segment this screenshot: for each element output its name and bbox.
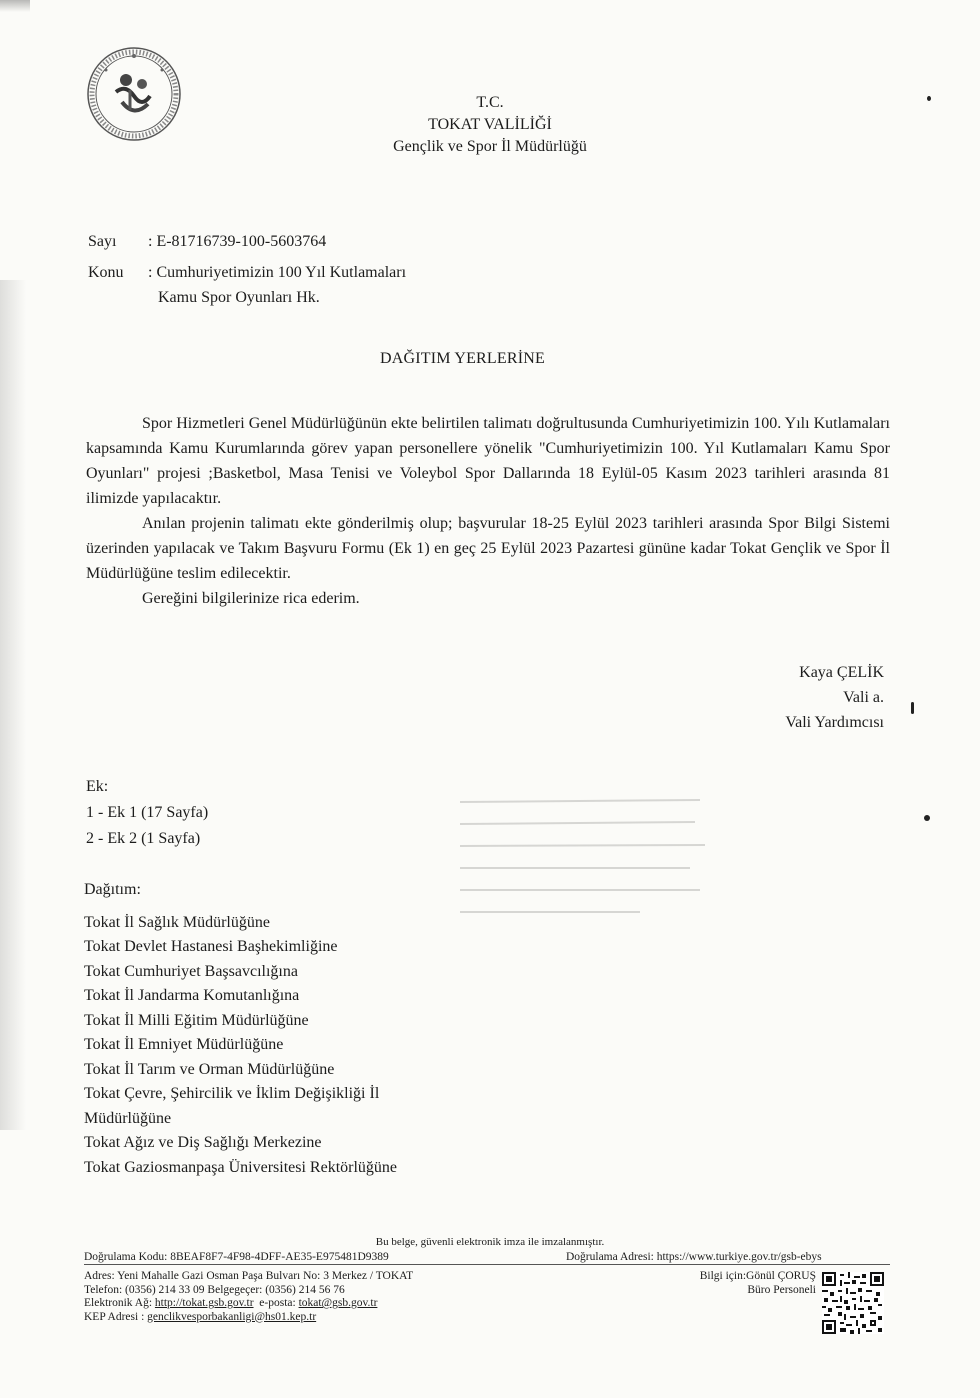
konu-value-line1: : Cumhuriyetimizin 100 Yıl Kutlamaları — [148, 264, 407, 281]
header-tc: T.C. — [476, 94, 504, 111]
info-role: Büro Personeli — [747, 1283, 816, 1296]
distribution-item: Tokat İl Tarım ve Orman Müdürlüğüne — [84, 1060, 335, 1078]
konu-value-line2: Kamu Spor Oyunları Hk. — [158, 289, 320, 306]
contact-person — [660, 1270, 816, 1297]
scan-speck — [927, 96, 931, 101]
distribution-item: Tokat Ağız ve Diş Sağlığı Merkezine — [84, 1134, 322, 1151]
attachment-item: 1 - Ek 1 (17 Sayfa) — [86, 804, 209, 821]
footer-divider — [84, 1264, 890, 1265]
body-paragraph-3: Gereğini bilgilerinize rica ederim. — [142, 590, 360, 607]
qr-code-icon[interactable] — [822, 1272, 884, 1334]
signatory-title: Vali Yardımcısı — [785, 714, 884, 731]
sayi-value: : E-81716739-100-5603764 — [148, 233, 327, 250]
scan-speck — [911, 702, 914, 714]
distribution-item: Tokat Çevre, Şehircilik ve İklim Değişikliği İl Müdürlüğüne — [84, 1085, 380, 1127]
verification-address[interactable]: Doğrulama Adresi: https://www.turkiye.gov.tr/gsb-ebys — [566, 1251, 822, 1263]
attachments-label: Ek: — [86, 778, 109, 795]
email-link[interactable]: tokat@gsb.gov.tr — [298, 1297, 378, 1309]
scan-shadow-top — [0, 0, 30, 12]
body-paragraph-2: Anılan projenin talimatı ekte gönderilmiş olup; başvurular 18-25 Eylül 2023 tarihleri arasında Spor Bilgi Sistemi üzerinden yapılacak ve Takım Başvuru Formu (Ek 1) en geç 25 Eylül 2023 Pazartesi gününe kadar Tokat Gençlik ve Spor İl Müdürlüğüne teslim edilecektir. — [86, 515, 890, 582]
phone-text: Telefon: (0356) 214 33 09 Belgegeçer: (0356) 214 56 76 — [84, 1283, 345, 1296]
contact-block — [84, 1270, 413, 1324]
letter-body — [86, 411, 890, 611]
konu-label: Konu — [88, 264, 124, 281]
distribution-item: Tokat İl Milli Eğitim Müdürlüğüne — [84, 1011, 309, 1029]
distribution-item: Tokat İl Emniyet Müdürlüğüne — [84, 1036, 284, 1053]
body-paragraph-1: Spor Hizmetleri Genel Müdürlüğünün ekte belirtilen talimatı doğrultusunda Cumhuriyetimizin 100. Yılı Kutlamaları kapsamında Kamu Kurumlarında görev yapan personellere yönelik "Cumhuriyetimizin 100. Yıl Kutlamaları Kamu Spor Oyunları" projesi ;Basketbol, Masa Tenisi ve Voleybol Spor Dallarında 18 Eylül-05 Kasım 2023 tarihleri arasında 81 ilimizde yapılacaktır. — [86, 415, 890, 507]
distribution-item: Tokat İl Sağlık Müdürlüğüne — [84, 913, 270, 931]
scan-shadow-left — [0, 280, 26, 1130]
ministry-seal-logo-icon — [86, 46, 182, 142]
attachments-section — [86, 774, 208, 852]
distribution-section — [84, 878, 454, 1180]
kep-label: KEP Adresi : — [84, 1310, 148, 1323]
info-contact: Bilgi için:Gönül ÇORUŞ — [699, 1270, 816, 1282]
distribution-item: Tokat Gaziosmanpaşa Üniversitesi Rektörlüğüne — [84, 1158, 398, 1176]
distribution-item: Tokat Devlet Hastanesi Başhekimliğine — [84, 938, 338, 955]
web-email-row — [84, 1297, 413, 1311]
address-text: Adres: Yeni Mahalle Gazi Osman Paşa Bulvarı No: 3 Merkez / TOKAT — [84, 1270, 414, 1282]
signature-block — [785, 660, 884, 735]
signatory-authority: Vali a. — [843, 689, 884, 706]
header-governorship: TOKAT VALİLİĞİ — [428, 116, 552, 133]
bleed-through-shadow — [460, 790, 710, 935]
recipient-title: DAĞITIM YERLERİNE — [380, 350, 546, 367]
header-directorate: Gençlik ve Spor İl Müdürlüğü — [393, 138, 587, 155]
scan-speck — [924, 815, 930, 821]
email-label: e-posta: — [253, 1297, 299, 1309]
distribution-item: Tokat Cumhuriyet Başsavcılığına — [84, 962, 298, 980]
distribution-list — [84, 911, 454, 1181]
verification-code: Doğrulama Kodu: 8BEAF8F7-4F98-4DFF-AE35-E975481D9389 — [84, 1251, 389, 1263]
web-label: Elektronik Ağ: — [84, 1297, 155, 1309]
attachment-item: 2 - Ek 2 (1 Sayfa) — [86, 830, 201, 847]
letterhead — [300, 92, 680, 158]
konu-row — [88, 261, 406, 285]
kep-link[interactable]: genclikvesporbakanligi@hs01.kep.tr — [147, 1310, 317, 1323]
distribution-item: Tokat İl Jandarma Komutanlığına — [84, 987, 300, 1004]
e-signature-note: Bu belge, güvenli elektronik imza ile imzalanmıştır. — [375, 1236, 605, 1248]
signatory-name: Kaya ÇELİK — [799, 664, 884, 681]
kep-row — [84, 1311, 413, 1325]
distribution-label: Dağıtım: — [84, 881, 141, 898]
sayi-row — [88, 230, 326, 254]
website-link[interactable]: http://tokat.gsb.gov.tr — [154, 1297, 254, 1309]
sayi-label: Sayı — [88, 233, 117, 250]
